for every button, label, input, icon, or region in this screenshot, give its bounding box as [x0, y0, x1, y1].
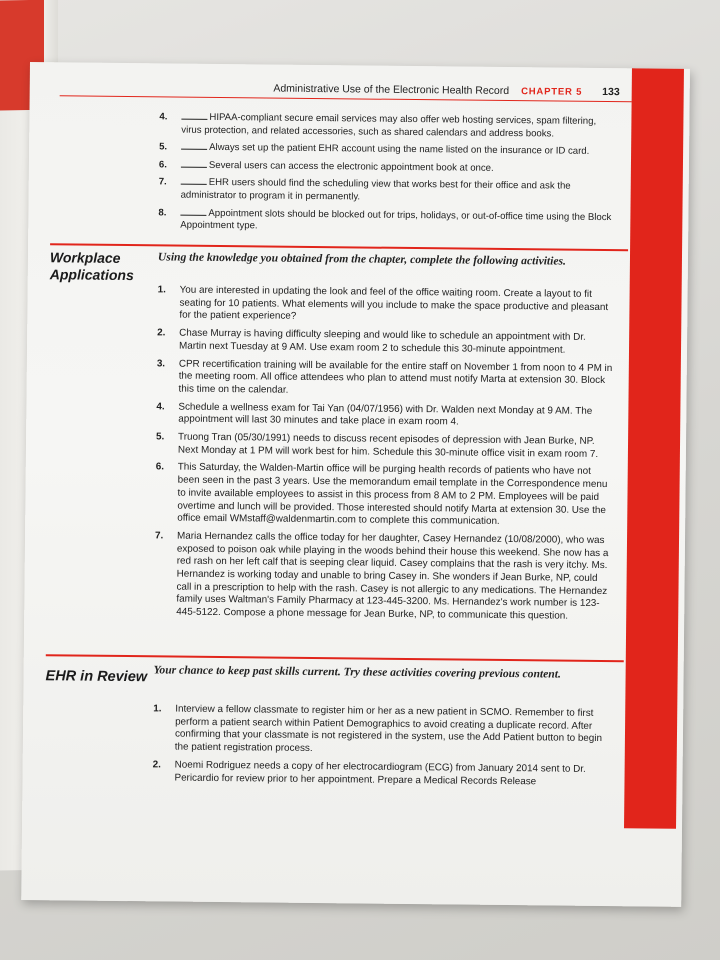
review-list: [152, 703, 611, 794]
header-title: Administrative Use of the Electronic Health Record: [273, 82, 510, 98]
list-item: 4. Schedule a wellness exam for Tai Yan (04/07/1956) with Dr. Walden next Monday at 9 AM. The appointment will last 30 minutes and take place in exam room 4.: [156, 400, 593, 428]
workplace-intro: Using the knowledge you obtained from the chapter, complete the following activities.: [157, 250, 567, 268]
list-item: 1. Interview a fellow classmate to register him or her as a new patient in SCMO. Remember to first perform a patient search within Patient Demographics to avoid creating a duplicate record. After confirming that your classmate is not registered in the system, use the Add Patient button to begin the patient registration process.: [153, 703, 603, 755]
workplace-section-title: Workplace Applications: [49, 249, 134, 284]
list-item: 7. Maria Hernandez calls the office today for her daughter, Casey Hernandez (10/08/2000), who was exposed to poison oak while playing in the woods behind their house this weekend. She now has a red rash on her left calf that is seeping clear liquid. Casey complains that the rash is very itchy. Ms. Hernandez is working today and unable to bring Casey in. She wonders if Jean Burke, NP, could call in a prescription to help with the rash. Casey is not allergic to any medications. The Hernandez family uses Waltman's Family Pharmacy at 123-445-3200. Ms. Hernandez's work number is 123-445-5122. Compose a phone message for Jean Burke, NP, to communicate this question.: [154, 530, 609, 622]
section-divider: [50, 243, 628, 251]
list-item: 4. HIPAA-compliant secure email services may also offer web hosting services, spam filtering, virus protection, and related accessories, such as shared calendars and address books.: [159, 111, 597, 140]
list-item: 2. Noemi Rodriguez needs a copy of her electrocardiogram (ECG) from January 2014 sent to Dr. Pericardio for review prior to her appointment. Prepare a Medical Records Release: [152, 759, 586, 787]
page-number: 133: [602, 85, 620, 99]
book-page: [21, 62, 690, 907]
list-item: 3. CPR recertification training will be available for the entire staff on November 1 from noon to 4 PM in the meeting room. All office attendees who plan to attend must notify Marta at extension 30. Block this time on the calendar.: [156, 357, 613, 396]
answer-blank[interactable]: [181, 149, 207, 150]
list-item: 5. Truong Tran (05/30/1991) needs to discuss recent episodes of depression with Jean Burke, NP. Next Monday at 1 PM will work best for him. Schedule this 30-minute office visit in exam room 7.: [156, 431, 599, 460]
header-chapter: CHAPTER 5: [521, 86, 583, 98]
answer-blank[interactable]: [181, 166, 207, 167]
list-item: 6. Several users can access the electronic appointment book at once.: [158, 159, 494, 174]
list-item: 6. This Saturday, the Walden-Martin office will be purging health records of patients who have not been seen in the past 3 years. Use the memorandum email template in the Correspondence menu to invite available employees to assist in this process from 8 AM to 2 PM. Employees will be paid overtime and lunch will be provided. Those interested should notify Marta at extension 30. Use the office email WMstaff@waldenmartin.com to complete this communication.: [155, 461, 608, 528]
list-item: 5. Always set up the patient EHR account using the name listed on the insurance or ID card.: [159, 141, 590, 158]
answer-blank[interactable]: [180, 214, 206, 215]
answer-blank[interactable]: [181, 184, 207, 185]
review-section-title: EHR in Review: [45, 668, 148, 686]
list-item: 7. EHR users should find the scheduling view that works best for their office and ask the administrator to program it in permanently.: [158, 176, 571, 203]
review-intro: Your chance to keep past skills current. Try these activities covering previous content.: [153, 663, 561, 681]
answer-blank[interactable]: [181, 119, 207, 120]
list-item: 2. Chase Murray is having difficulty sleeping and would like to schedule an appointment with Dr. Martin next Tuesday at 9 AM. Use exam room 2 to schedule this 30-minute appointment.: [157, 327, 586, 356]
chapter-edge-band: [624, 68, 684, 829]
running-header: [195, 82, 620, 98]
list-item: 8. Appointment slots should be blocked out for trips, holidays, or out-of-office time using the Block Appointment type.: [158, 206, 612, 232]
workplace-list: [154, 284, 616, 629]
true-false-list: [158, 111, 617, 242]
list-item: 1. You are interested in updating the look and feel of the office waiting room. Create a layout to fit seating for 10 patients. What elements will you include to make the space productive and pleasant for the patient experience?: [157, 284, 609, 323]
section-divider: [46, 654, 624, 662]
